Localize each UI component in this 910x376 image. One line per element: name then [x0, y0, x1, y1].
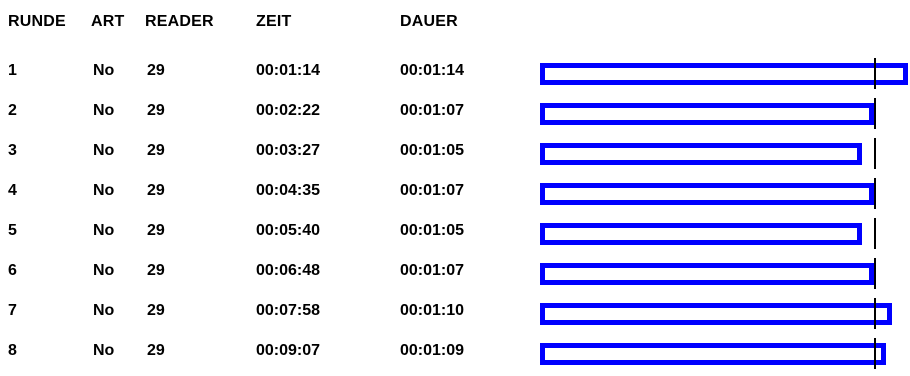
table-row — [0, 336, 910, 376]
duration-bar — [540, 63, 908, 85]
cell-art: No — [93, 302, 115, 319]
cell-zeit: 00:07:58 — [256, 302, 321, 319]
reference-line — [874, 58, 876, 89]
cell-art: No — [93, 262, 115, 279]
cell-reader: 29 — [147, 62, 165, 79]
cell-runde: 6 — [8, 262, 17, 279]
cell-runde: 2 — [8, 102, 17, 119]
duration-bar-area — [540, 303, 910, 334]
cell-zeit: 00:09:07 — [256, 342, 321, 359]
cell-dauer: 00:01:05 — [400, 222, 465, 239]
cell-zeit: 00:03:27 — [256, 142, 321, 159]
reference-line — [874, 338, 876, 369]
cell-zeit: 00:01:14 — [256, 62, 321, 79]
cell-zeit: 00:02:22 — [256, 102, 321, 119]
column-header-art: ART — [91, 13, 125, 30]
cell-dauer: 00:01:14 — [400, 62, 465, 79]
cell-runde: 7 — [8, 302, 17, 319]
cell-zeit: 00:06:48 — [256, 262, 321, 279]
duration-bar-area — [540, 263, 910, 294]
duration-bar-area — [540, 63, 910, 94]
cell-art: No — [93, 182, 115, 199]
table-row — [0, 176, 910, 216]
duration-bar — [540, 263, 874, 285]
cell-art: No — [93, 102, 115, 119]
table-row — [0, 96, 910, 136]
table-row — [0, 216, 910, 256]
duration-bar-area — [540, 223, 910, 254]
duration-bar-area — [540, 343, 910, 374]
duration-bar — [540, 343, 886, 365]
duration-bar — [540, 103, 874, 125]
reference-line — [874, 98, 876, 129]
cell-art: No — [93, 142, 115, 159]
cell-zeit: 00:04:35 — [256, 182, 321, 199]
table-row — [0, 56, 910, 96]
reference-line — [874, 298, 876, 329]
cell-dauer: 00:01:09 — [400, 342, 465, 359]
cell-reader: 29 — [147, 302, 165, 319]
cell-dauer: 00:01:07 — [400, 182, 465, 199]
table-row — [0, 296, 910, 336]
duration-bar — [540, 143, 862, 165]
cell-reader: 29 — [147, 342, 165, 359]
table-row — [0, 256, 910, 296]
cell-runde: 3 — [8, 142, 17, 159]
reference-line — [874, 218, 876, 249]
reference-line — [874, 178, 876, 209]
duration-bar — [540, 303, 892, 325]
cell-runde: 4 — [8, 182, 17, 199]
duration-bar-area — [540, 143, 910, 174]
duration-bar — [540, 183, 874, 205]
duration-bar-area — [540, 103, 910, 134]
cell-reader: 29 — [147, 142, 165, 159]
column-header-zeit: ZEIT — [256, 13, 292, 30]
cell-dauer: 00:01:10 — [400, 302, 465, 319]
duration-bar-area — [540, 183, 910, 214]
column-header-dauer: DAUER — [400, 13, 458, 30]
cell-art: No — [93, 62, 115, 79]
table-header — [0, 0, 910, 40]
column-header-reader: READER — [145, 13, 214, 30]
cell-art: No — [93, 222, 115, 239]
cell-dauer: 00:01:07 — [400, 102, 465, 119]
cell-runde: 1 — [8, 62, 17, 79]
cell-zeit: 00:05:40 — [256, 222, 321, 239]
column-header-runde: RUNDE — [8, 13, 66, 30]
cell-art: No — [93, 342, 115, 359]
duration-bar — [540, 223, 862, 245]
cell-runde: 8 — [8, 342, 17, 359]
reference-line — [874, 138, 876, 169]
reference-line — [874, 258, 876, 289]
cell-reader: 29 — [147, 222, 165, 239]
lap-table-body — [0, 56, 910, 376]
cell-reader: 29 — [147, 262, 165, 279]
cell-reader: 29 — [147, 102, 165, 119]
cell-dauer: 00:01:05 — [400, 142, 465, 159]
cell-runde: 5 — [8, 222, 17, 239]
table-row — [0, 136, 910, 176]
cell-dauer: 00:01:07 — [400, 262, 465, 279]
cell-reader: 29 — [147, 182, 165, 199]
